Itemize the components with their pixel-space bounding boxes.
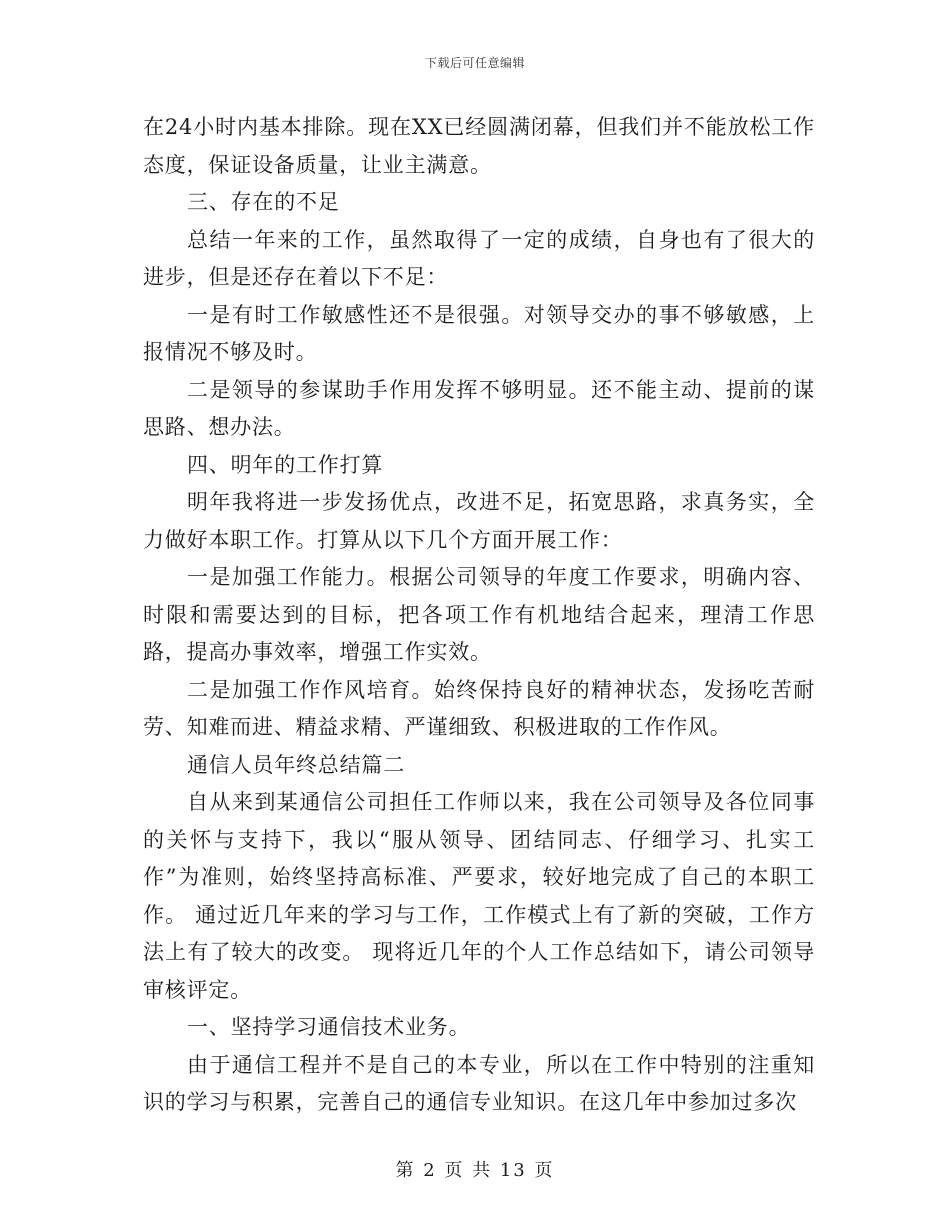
section-heading: 三、存在的不足 bbox=[187, 190, 340, 214]
article-title: 通信人员年终总结篇二 bbox=[187, 752, 405, 777]
section-heading: 四、明年的工作打算 bbox=[187, 452, 384, 477]
paragraph: 一是有时工作敏感性还不是很强。对领导交办的事不够敏感，上报情况不够及时。 bbox=[143, 302, 815, 364]
paragraph: 一是加强工作能力。根据公司领导的年度工作要求，明确内容、时限和需要达到的目标，把各项工作有机地结合起来，理清工作思路，提高办事效率，增强工作实效。 bbox=[143, 565, 815, 664]
paragraph: 总结一年来的工作，虽然取得了一定的成绩，自身也有了很大的进步，但是还存在着以下不足： bbox=[143, 227, 815, 289]
document-body bbox=[143, 109, 815, 1122]
paragraph: 在24小时内基本排除。现在XX已经圆满闭幕，但我们并不能放松工作态度，保证设备质量，让业主满意。 bbox=[143, 115, 815, 177]
section-heading: 一、坚持学习通信技术业务。 bbox=[187, 1015, 471, 1039]
paragraph: 由于通信工程并不是自己的本专业，所以在工作中特别的注重知识的学习与积累，完善自己的通信专业知识。在这几年中参加过多次 bbox=[143, 1052, 815, 1114]
paragraph: 明年我将进一步发扬优点，改进不足，拓宽思路，求真务实，全力做好本职工作。打算从以下几个方面开展工作： bbox=[143, 490, 815, 552]
paragraph: 自从来到某通信公司担任工作师以来，我在公司领导及各位同事的关怀与支持下，我以“服从领导、团结同志、仔细学习、扎实工作”为准则，始终坚持高标准、严要求，较好地完成了自己的本职工作。 通过近几年来的学习与工作，工作模式上有了新的突破，工作方法上有了较大的改变。 现将近几年的个人工作总结如下，请公司领导审核评定。 bbox=[143, 790, 815, 1002]
page-header: 下载后可任意编辑 bbox=[424, 56, 525, 70]
paragraph: 二是加强工作作风培育。始终保持良好的精神状态，发扬吃苦耐劳、知难而进、精益求精、严谨细致、积极进取的工作作风。 bbox=[143, 677, 815, 739]
paragraph: 二是领导的参谋助手作用发挥不够明显。还不能主动、提前的谋思路、想办法。 bbox=[143, 377, 815, 439]
page-number: 第 2 页 共 13 页 bbox=[395, 1160, 555, 1181]
